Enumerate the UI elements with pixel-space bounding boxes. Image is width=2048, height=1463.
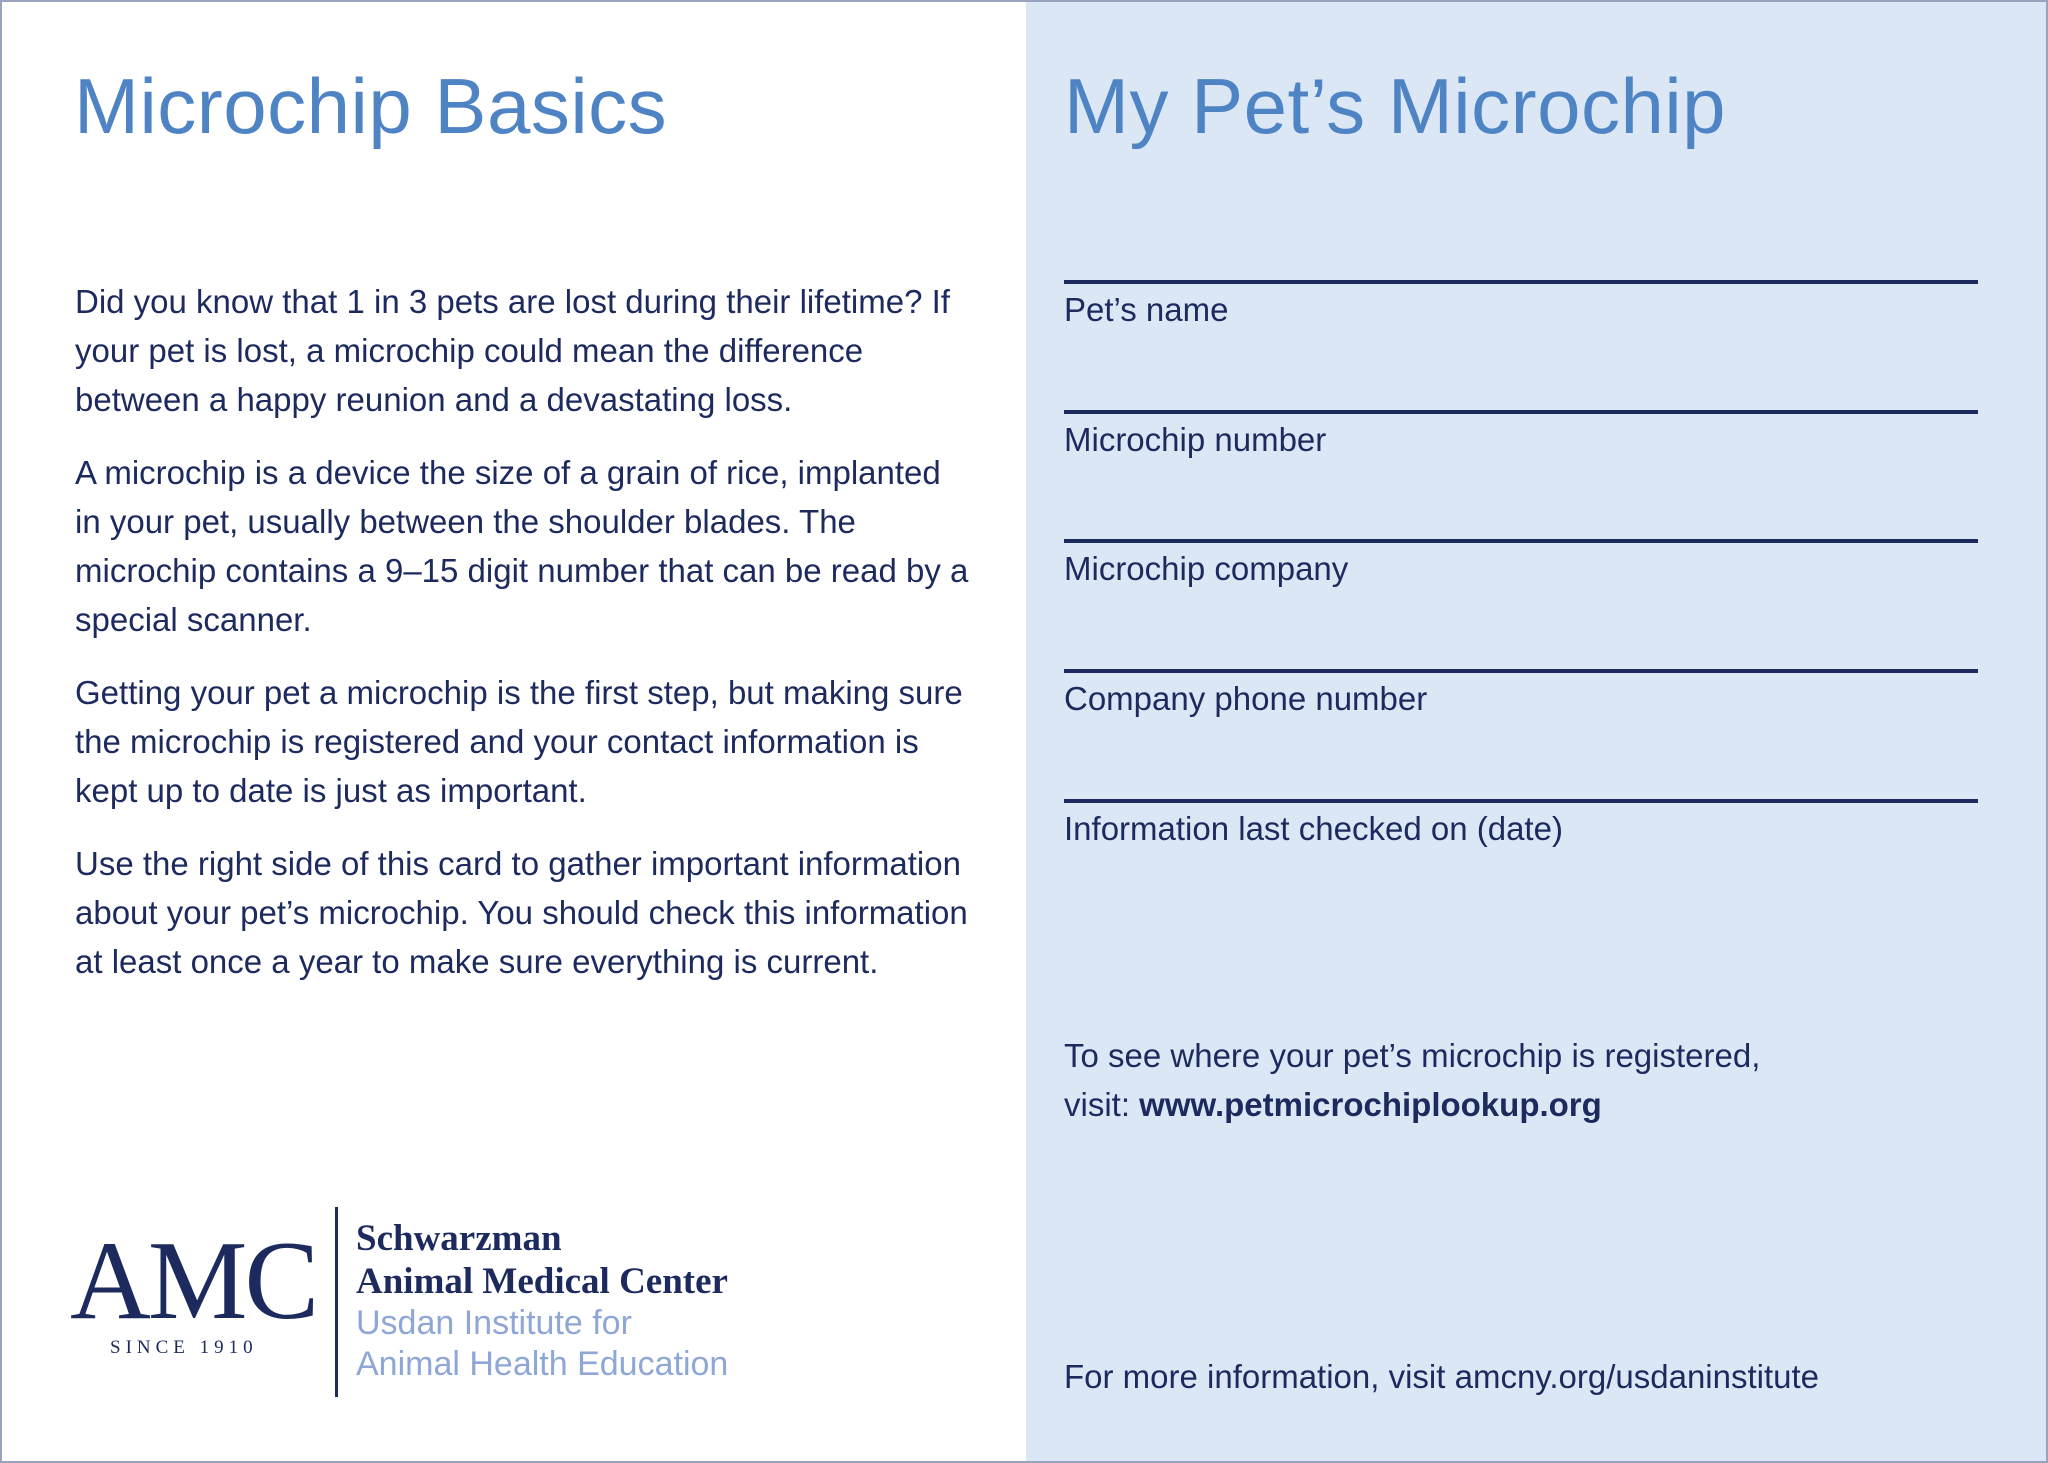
- amc-logo: [70, 1207, 970, 1397]
- logo-line-animal-medical-center: Animal Medical Center: [356, 1261, 728, 1302]
- field-company-phone[interactable]: [1064, 669, 1978, 719]
- lookup-url-link[interactable]: www.petmicrochiplookup.org: [1139, 1086, 1602, 1123]
- field-label-pets-name: Pet’s name: [1064, 291, 1229, 328]
- logo-institution-text: [356, 1217, 728, 1385]
- field-rule: [1064, 280, 1978, 284]
- lookup-text: To see where your pet’s microchip is registered,: [1064, 1037, 1761, 1074]
- field-label-last-checked-date: Information last checked on (date): [1064, 810, 1563, 847]
- field-rule: [1064, 669, 1978, 673]
- paragraph-what-is-microchip: A microchip is a device the size of a grain of rice, implanted in your pet, usually between the shoulder blades. The microchip contains a 9–15 digit number that can be read by a special scanner.: [75, 454, 969, 638]
- paragraph-lost-pets: Did you know that 1 in 3 pets are lost during their lifetime? If your pet is lost, a microchip could mean the difference between a happy reunion and a devastating loss.: [75, 283, 950, 418]
- field-rule: [1064, 539, 1978, 543]
- field-label-microchip-company: Microchip company: [1064, 550, 1349, 587]
- amc-wordmark: AMC: [70, 1219, 317, 1343]
- logo-line-animal-health-education: Animal Health Education: [356, 1345, 729, 1383]
- field-microchip-number[interactable]: [1064, 410, 1978, 460]
- my-pets-microchip-panel: [1026, 2, 2048, 1463]
- microchip-lookup-note: [1064, 1031, 2004, 1129]
- field-label-microchip-number: Microchip number: [1064, 421, 1327, 458]
- logo-divider: [335, 1207, 338, 1397]
- field-rule: [1064, 410, 1978, 414]
- basics-body: [75, 277, 975, 1010]
- lookup-visit-label: visit:: [1064, 1086, 1130, 1123]
- field-last-checked-date[interactable]: [1064, 799, 1978, 849]
- paragraph-registration: Getting your pet a microchip is the first step, but making sure the microchip is registered and your contact information is kept up to date is just as important.: [75, 674, 963, 809]
- lookup-visit-line: [1064, 1080, 2004, 1129]
- paragraph-use-card: Use the right side of this card to gather important information about your pet’s microchip. You should check this information at least once a year to make sure everything is current.: [75, 845, 968, 980]
- field-pets-name[interactable]: [1064, 280, 1978, 330]
- field-microchip-company[interactable]: [1064, 539, 1978, 589]
- logo-line-usdan-institute: Usdan Institute for: [356, 1304, 632, 1342]
- logo-line-schwarzman: Schwarzman: [356, 1218, 562, 1259]
- microchip-basics-panel: [2, 2, 1026, 1463]
- microchip-basics-title: Microchip Basics: [74, 62, 668, 150]
- field-rule: [1064, 799, 1978, 803]
- my-pets-microchip-title: My Pet’s Microchip: [1064, 62, 1727, 150]
- amc-since-text: SINCE 1910: [110, 1337, 258, 1358]
- more-info-text: For more information, visit amcny.org/usdaninstitute: [1064, 1358, 1820, 1395]
- field-label-company-phone: Company phone number: [1064, 680, 1428, 717]
